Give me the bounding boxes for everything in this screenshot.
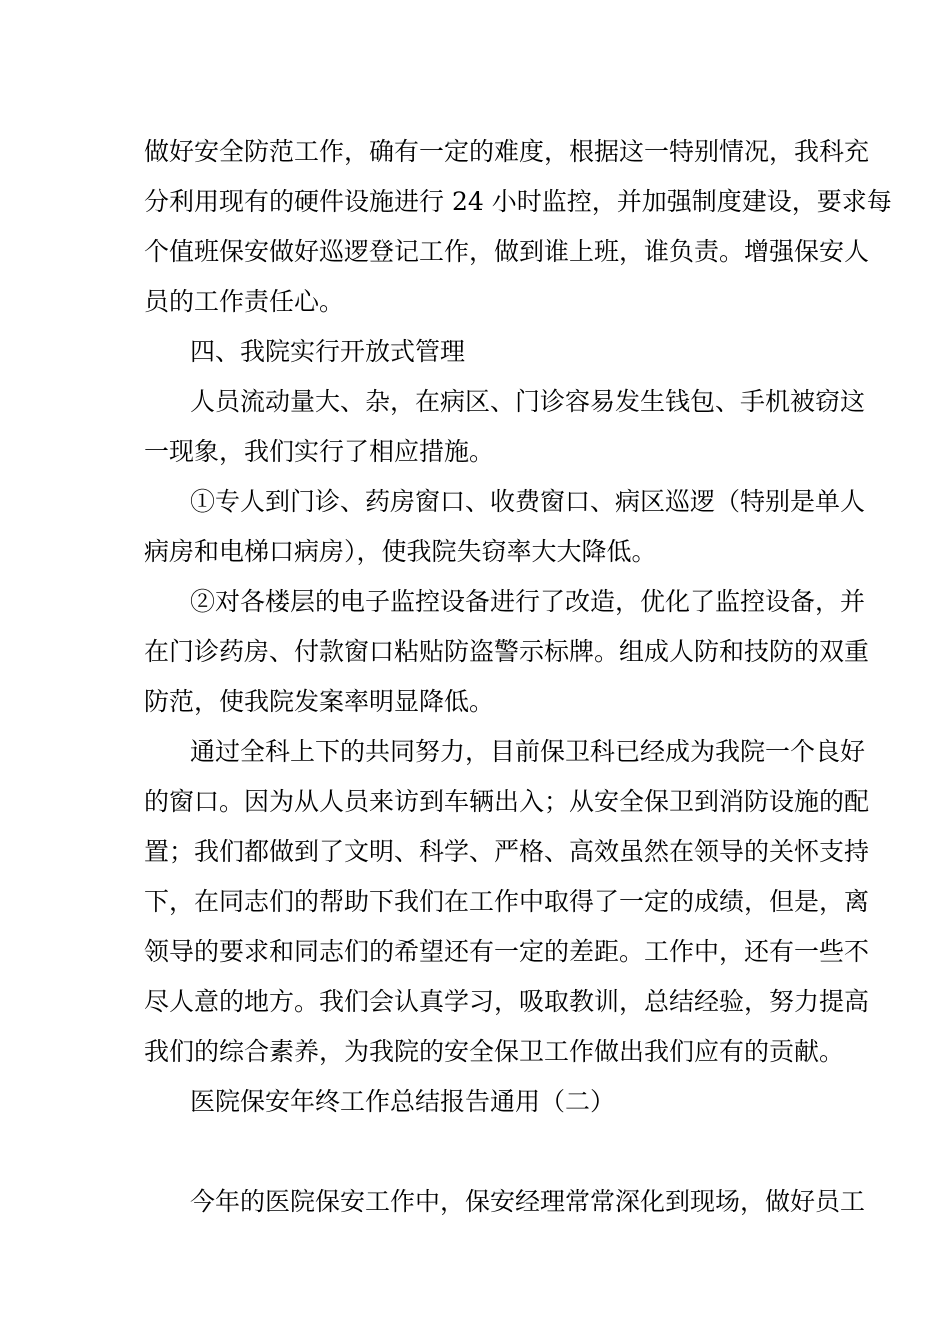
- paragraph-line: 尽人意的地方。我们会认真学习，吸取教训，总结经验，努力提高: [144, 987, 870, 1016]
- paragraph-line: 领导的要求和同志们的希望还有一定的差距。工作中，还有一些不: [144, 937, 870, 966]
- section-heading: 四、我院实行开放式管理: [190, 337, 466, 366]
- paragraph-line: 的窗口。因为从人员来访到车辆出入；从安全保卫到消防设施的配: [144, 787, 870, 816]
- paragraph-line: 员的工作责任心。: [144, 287, 345, 316]
- paragraph-line: 置；我们都做到了文明、科学、严格、高效虽然在领导的关怀支持: [144, 837, 870, 866]
- paragraph-line: 通过全科上下的共同努力，目前保卫科已经成为我院一个良好: [190, 737, 866, 766]
- paragraph-line: 做好安全防范工作，确有一定的难度，根据这一特别情况，我科充: [144, 137, 870, 166]
- section-title: 医院保安年终工作总结报告通用（二）: [190, 1087, 616, 1116]
- paragraph-line: ②对各楼层的电子监控设备进行了改造，优化了监控设备，并: [190, 587, 866, 616]
- paragraph-line: 防范，使我院发案率明显降低。: [144, 687, 495, 716]
- paragraph-line: 个值班保安做好巡逻登记工作，做到谁上班，谁负责。增强保安人: [144, 237, 870, 266]
- paragraph-line: 今年的医院保安工作中，保安经理常常深化到现场，做好员工: [190, 1187, 866, 1216]
- paragraph-line: 一现象，我们实行了相应措施。: [144, 437, 495, 466]
- paragraph-line: 病房和电梯口病房），使我院失窃率大大降低。: [144, 537, 657, 566]
- paragraph-line: ①专人到门诊、药房窗口、收费窗口、病区巡逻（特别是单人: [190, 487, 866, 516]
- paragraph-line: 我们的综合素养，为我院的安全保卫工作做出我们应有的贡献。: [144, 1037, 845, 1066]
- paragraph-line: 人员流动量大、杂，在病区、门诊容易发生钱包、手机被窃这: [190, 387, 866, 416]
- paragraph-line: 在门诊药房、付款窗口粘贴防盗警示标牌。组成人防和技防的双重: [144, 637, 870, 666]
- paragraph-line: 下，在同志们的帮助下我们在工作中取得了一定的成绩，但是，离: [144, 887, 870, 916]
- paragraph-line: 分利用现有的硬件设施进行 24 小时监控，并加强制度建设，要求每: [144, 187, 892, 216]
